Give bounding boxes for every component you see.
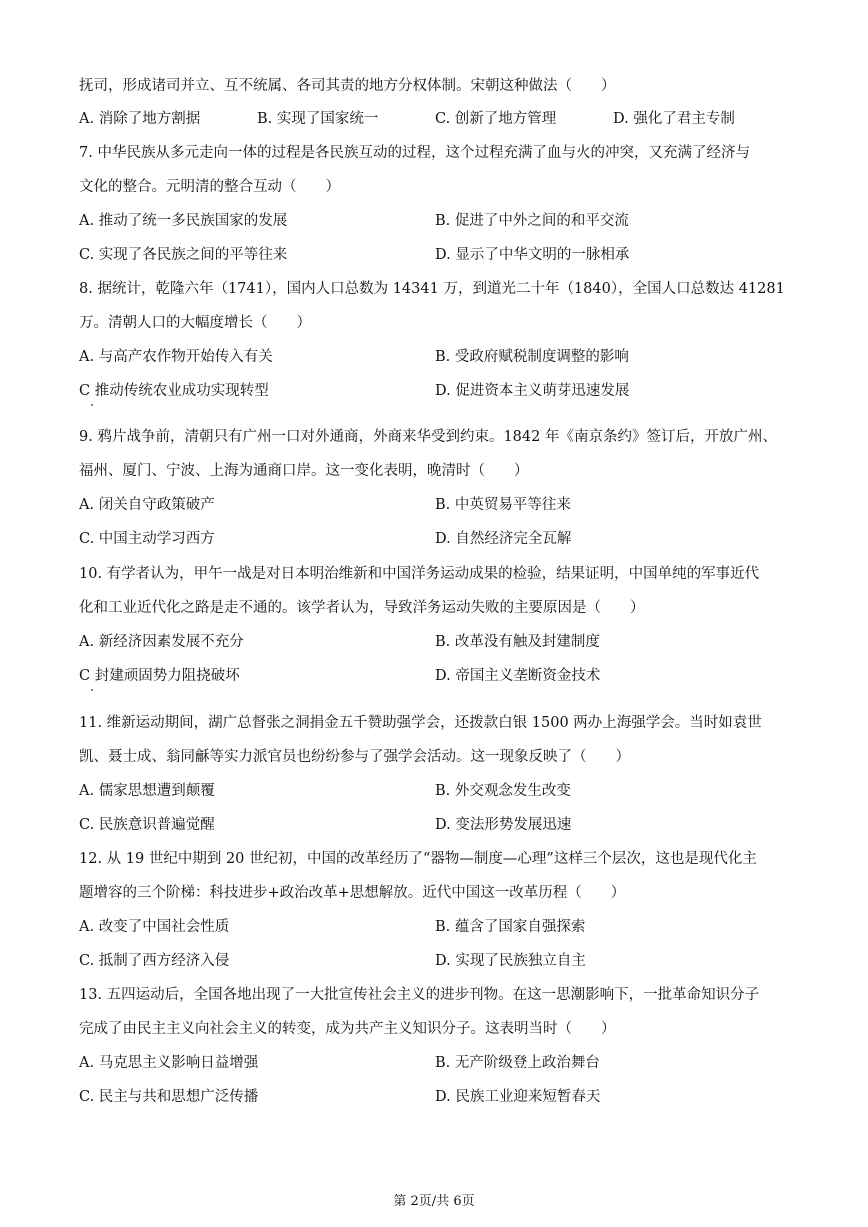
q12-stem-line1: 12. 从 19 世纪中期到 20 世纪初，中国的改革经历了“器物—制度—心理”这样三个层次，这也是现代化主 xyxy=(79,851,757,867)
q7-option-a: A. 推动了统一多民族国家的发展 xyxy=(79,213,288,229)
q9-option-a: A. 闭关自守政策破产 xyxy=(79,497,215,513)
q11-option-c: C. 民族意识普遍觉醒 xyxy=(79,817,215,833)
q13-stem-line2: 完成了由民主主义向社会主义的转变，成为共产主义知识分子。这表明当时（ ） xyxy=(79,1021,616,1037)
q7-option-b: B. 促进了中外之间的和平交流 xyxy=(435,213,629,229)
q10-option-d: D. 帝国主义垄断资金技术 xyxy=(435,668,601,684)
scan-speck xyxy=(91,689,93,691)
q8-stem-line1: 8. 据统计，乾隆六年（1741），国内人口总数为 14341 万，到道光二十年（1840），全国人口总数达 41281 xyxy=(79,281,785,297)
q12-option-a: A. 改变了中国社会性质 xyxy=(79,919,230,935)
q8-stem-line2: 万。清朝人口的大幅度增长（ ） xyxy=(79,315,311,331)
page-number: 第 2页/共 6页 xyxy=(393,1194,475,1209)
q9-option-b: B. 中英贸易平等往来 xyxy=(435,497,571,513)
q8-option-d: D. 促进资本主义萌芽迅速发展 xyxy=(435,383,630,399)
q10-option-b: B. 改革没有触及封建制度 xyxy=(435,634,600,650)
q12-stem-line2: 题增容的三个阶梯：科技进步+政治改革+思想解放。近代中国这一改革历程（ ） xyxy=(79,885,626,901)
q9-stem-line2: 福州、厦门、宁波、上海为通商口岸。这一变化表明，晚清时（ ） xyxy=(79,463,529,479)
q7-stem-line1: 7. 中华民族从多元走向一体的过程是各民族互动的过程，这个过程充满了血与火的冲突，又充满了经济与 xyxy=(79,145,750,161)
q13-option-c: C. 民主与共和思想广泛传播 xyxy=(79,1089,259,1105)
q6-stem: 抚司，形成诸司并立、互不统属、各司其责的地方分权体制。宋朝这种做法（ ） xyxy=(79,78,616,94)
q11-option-d: D. 变法形势发展迅速 xyxy=(435,817,572,833)
q6-option-d: D. 强化了君主专制 xyxy=(613,111,735,127)
q12-option-b: B. 蕴含了国家自强探索 xyxy=(435,919,586,935)
q11-option-a: A. 儒家思想遭到颠覆 xyxy=(79,783,215,799)
scan-speck xyxy=(91,404,93,406)
q11-stem-line2: 凯、聂士成、翁同龢等实力派官员也纷纷参与了强学会活动。这一现象反映了（ ） xyxy=(79,749,630,765)
q13-option-d: D. 民族工业迎来短暂春天 xyxy=(435,1089,601,1105)
q7-option-d: D. 显示了中华文明的一脉相承 xyxy=(435,247,630,263)
q8-option-c: C 推动传统农业成功实现转型 xyxy=(79,383,269,399)
q10-option-c: C 封建顽固势力阻挠破坏 xyxy=(79,668,240,684)
q13-option-b: B. 无产阶级登上政治舞台 xyxy=(435,1055,600,1071)
q10-stem-line2: 化和工业近代化之路是走不通的。该学者认为，导致洋务运动失败的主要原因是（ ） xyxy=(79,600,645,616)
q9-option-d: D. 自然经济完全瓦解 xyxy=(435,531,572,547)
q9-option-c: C. 中国主动学习西方 xyxy=(79,531,215,547)
q6-option-a: A. 消除了地方割据 xyxy=(79,111,201,127)
q10-stem-line1: 10. 有学者认为，甲午一战是对日本明治维新和中国洋务运动成果的检验，结果证明，中国单纯的军事近代 xyxy=(79,566,760,582)
q7-option-c: C. 实现了各民族之间的平等往来 xyxy=(79,247,288,263)
q13-stem-line1: 13. 五四运动后，全国各地出现了一大批宣传社会主义的进步刊物。在这一思潮影响下，一批革命知识分子 xyxy=(79,987,760,1003)
q13-option-a: A. 马克思主义影响日益增强 xyxy=(79,1055,259,1071)
q6-option-b: B. 实现了国家统一 xyxy=(257,111,379,127)
q6-option-c: C. 创新了地方管理 xyxy=(435,111,557,127)
q7-stem-line2: 文化的整合。元明清的整合互动（ ） xyxy=(79,179,340,195)
q11-stem-line1: 11. 维新运动期间，湖广总督张之洞捐金五千赞助强学会，还拨款白银 1500 两办上海强学会。当时如袁世 xyxy=(79,715,762,731)
q12-option-c: C. 抵制了西方经济入侵 xyxy=(79,953,230,969)
q10-option-a: A. 新经济因素发展不充分 xyxy=(79,634,244,650)
q11-option-b: B. 外交观念发生改变 xyxy=(435,783,571,799)
q9-stem-line1: 9. 鸦片战争前，清朝只有广州一口对外通商，外商来华受到约束。1842 年《南京条约》签订后，开放广州、 xyxy=(79,429,777,445)
q8-option-b: B. 受政府赋税制度调整的影响 xyxy=(435,349,629,365)
q12-option-d: D. 实现了民族独立自主 xyxy=(435,953,586,969)
q8-option-a: A. 与高产农作物开始传入有关 xyxy=(79,349,273,365)
